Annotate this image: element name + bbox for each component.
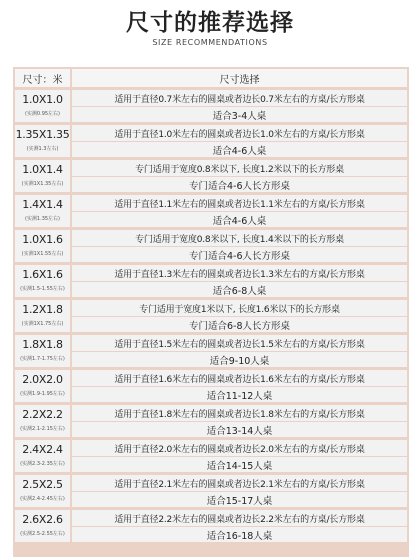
table-row (14, 229, 408, 263)
desc-cell: 适用于直径1.5米左右的圆桌或者边长1.5米左右的方桌/长方形桌 (72, 335, 407, 351)
page-subtitle: SIZE RECOMMENDATIONS (152, 38, 268, 47)
size-cell (15, 405, 70, 437)
size-note: (实测1X1.35左右) (21, 181, 64, 187)
table-row (14, 194, 408, 228)
capacity-cell: 适合4-6人桌 (72, 212, 407, 227)
capacity-cell: 适合15-17人桌 (72, 492, 407, 507)
size-cell (15, 335, 70, 367)
size-value: 1.2X1.8 (22, 303, 63, 316)
size-cell (15, 90, 70, 122)
desc-cell: 适用于直径2.0米左右的圆桌或者边长2.0米左右的方桌/长方形桌 (72, 440, 407, 456)
desc-cell: 适用于直径1.8米左右的圆桌或者边长1.8米左右的方桌/长方形桌 (72, 405, 407, 421)
size-value: 1.6X1.6 (22, 268, 63, 281)
table-row (14, 334, 408, 368)
size-value: 2.5X2.5 (22, 478, 63, 491)
desc-cell: 适用于直径2.2米左右的圆桌或者边长2.2米左右的方桌/长方形桌 (72, 510, 407, 526)
size-value: 1.4X1.4 (22, 198, 63, 211)
capacity-cell: 适合13-14人桌 (72, 422, 407, 437)
table-row (14, 159, 408, 193)
desc-cell: 适用于直径1.0米左右的圆桌或者边长1.0米左右的方桌/长方形桌 (72, 125, 407, 141)
size-cell (15, 510, 70, 542)
table-row (14, 299, 408, 333)
desc-cell: 专门适用于宽度1米以下, 长度1.6米以下的长方形桌 (72, 300, 407, 316)
table-header (14, 68, 408, 88)
desc-cell: 适用于直径1.1米左右的圆桌或者边长1.1米左右的方桌/长方形桌 (72, 195, 407, 211)
size-note: (实测1.35左右) (24, 216, 61, 222)
table-row (14, 124, 408, 158)
size-note: (实测1.5-1.55左右) (20, 286, 65, 292)
size-note: (实测1.7-1.75左右) (20, 356, 65, 362)
size-table (13, 67, 409, 557)
desc-cell: 专门适用于宽度0.8米以下, 长度1.4米以下的长方形桌 (72, 230, 407, 246)
size-value: 2.2X2.2 (22, 408, 63, 421)
size-value: 1.0X1.0 (22, 93, 63, 106)
size-note: (实测2.4-2.45左右) (20, 496, 65, 502)
size-cell (15, 160, 70, 192)
size-cell (15, 125, 70, 157)
table-row (14, 509, 408, 543)
size-cell (15, 265, 70, 297)
size-value: 1.8X1.8 (22, 338, 63, 351)
desc-cell: 适用于直径1.6米左右的圆桌或者边长1.6米左右的方桌/长方形桌 (72, 370, 407, 386)
size-note: (实测2.5-2.55左右) (20, 531, 65, 537)
desc-cell: 专门适用于宽度0.8米以下, 长度1.2米以下的长方形桌 (72, 160, 407, 176)
size-note: (实测1X1.75左右) (21, 321, 64, 327)
desc-cell: 适用于直径0.7米左右的圆桌或者边长0.7米左右的方桌/长方形桌 (72, 90, 407, 106)
table-row (14, 439, 408, 473)
capacity-cell: 适合14-15人桌 (72, 457, 407, 472)
size-note: (实测1X1.55左右) (21, 251, 64, 257)
table-row (14, 404, 408, 438)
table-row (14, 264, 408, 298)
size-note: (实测0.95左右) (24, 111, 61, 117)
table-row (14, 89, 408, 123)
capacity-cell: 适合9-10人桌 (72, 352, 407, 367)
size-note: (实测1.9-1.95左右) (20, 391, 65, 397)
size-cell (15, 475, 70, 507)
desc-cell: 适用于直径2.1米左右的圆桌或者边长2.1米左右的方桌/长方形桌 (72, 475, 407, 491)
size-value: 1.0X1.6 (22, 233, 63, 246)
size-value: 1.0X1.4 (22, 163, 63, 176)
size-cell (15, 230, 70, 262)
capacity-cell: 适合6-8人桌 (72, 282, 407, 297)
size-note: (实测1.3左右) (26, 146, 59, 152)
capacity-cell: 适合11-12人桌 (72, 387, 407, 402)
size-value: 2.0X2.0 (22, 373, 63, 386)
capacity-cell: 适合16-18人桌 (72, 527, 407, 542)
header-size: 尺寸：米 (15, 69, 70, 87)
capacity-cell: 专门适合6-8人长方形桌 (72, 317, 407, 332)
table-row (14, 474, 408, 508)
size-value: 2.6X2.6 (22, 513, 63, 526)
size-value: 2.4X2.4 (22, 443, 63, 456)
capacity-cell: 专门适合4-6人长方形桌 (72, 177, 407, 192)
size-note: (实测2.3-2.35左右) (20, 461, 65, 467)
capacity-cell: 适合4-6人桌 (72, 142, 407, 157)
capacity-cell: 专门适合4-6人长方形桌 (72, 247, 407, 262)
size-cell (15, 440, 70, 472)
header-selection: 尺寸选择 (72, 69, 407, 87)
size-note: (实测2.1-2.15左右) (20, 426, 65, 432)
page-title: 尺寸的推荐选择 (126, 10, 294, 36)
size-cell (15, 195, 70, 227)
size-value: 1.35X1.35 (15, 128, 70, 141)
desc-cell: 适用于直径1.3米左右的圆桌或者边长1.3米左右的方桌/长方形桌 (72, 265, 407, 281)
capacity-cell: 适合3-4人桌 (72, 107, 407, 122)
size-cell (15, 370, 70, 402)
table-row (14, 369, 408, 403)
size-cell (15, 300, 70, 332)
